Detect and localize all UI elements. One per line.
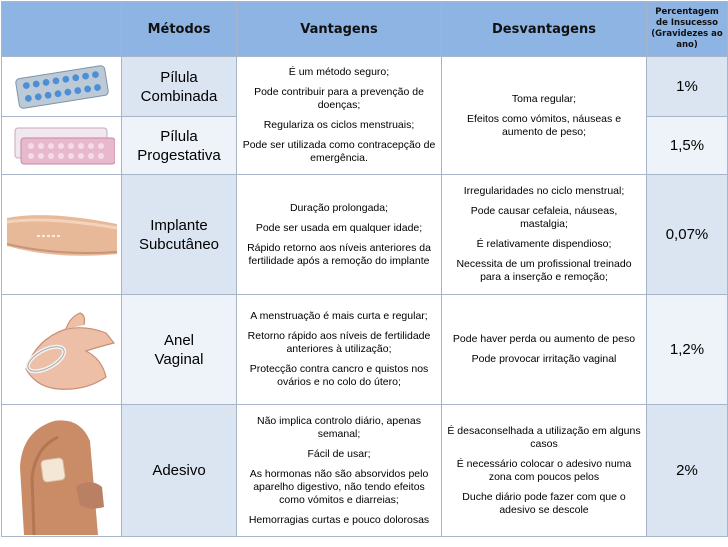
advantage-item: Pode contribuir para a prevenção de doenças;: [254, 86, 424, 111]
advantage-item: Pode ser usada em qualquer idade;: [255, 221, 423, 234]
disadvantage-item: Pode causar cefaleia, náuseas, mastalgia;: [470, 205, 618, 230]
advantages-cell-pilulas: [237, 57, 442, 175]
arm-implant-icon: [7, 180, 117, 290]
advantage-item: Protecção contra cancro e quistos nos ovários e no colo do útero;: [249, 363, 429, 388]
disadvantages-cell: [442, 295, 647, 405]
disadvantage-item: Duche diário pode fazer com que o adesivo se descole: [462, 490, 626, 516]
header-row: [2, 2, 728, 57]
disadvantage-item: É desaconselhada a utilização em alguns casos: [447, 424, 641, 450]
disadvantage-item: Pode provocar irritação vaginal: [471, 353, 617, 365]
method-name-line: Anel: [163, 331, 195, 349]
disadvantages-cell-pilulas: [442, 57, 647, 175]
hand-ring-icon: [6, 299, 118, 401]
advantage-item: Rápido retorno aos níveis anteriores da fertilidade após a remoção do implante: [247, 241, 431, 267]
disadvantages-cell: [442, 175, 647, 295]
advantage-item: Não implica controlo diário, apenas semanal;: [256, 414, 421, 440]
header-vantagens: Vantagens: [237, 2, 442, 57]
advantages-cell: [237, 295, 442, 405]
method-name-line: Progestativa: [137, 146, 221, 164]
method-name-line: Pílula: [160, 68, 198, 86]
header-desvantagens: Desvantagens: [442, 2, 647, 57]
image-cell: [2, 295, 122, 405]
table-row-adesivo: [2, 405, 728, 537]
image-cell: [2, 57, 122, 117]
method-name-cell: [122, 175, 237, 295]
disadvantages-cell: [442, 405, 647, 537]
failure-rate-cell: 2%: [647, 405, 728, 537]
method-name-cell: [122, 295, 237, 405]
failure-rate-cell: 1%: [647, 57, 728, 117]
method-name-line: Adesivo: [152, 462, 206, 479]
failure-rate-cell: 0,07%: [647, 175, 728, 295]
advantage-item: Hemorragias curtas e pouco dolorosas: [248, 513, 430, 526]
advantage-item: É um método seguro;: [288, 66, 390, 78]
disadvantage-item: Irregularidades no ciclo menstrual;: [463, 185, 625, 197]
advantage-item: Pode ser utilizada como contracepção de emergência.: [242, 139, 436, 164]
disadvantage-item: Efeitos como vómitos, náuseas e aumento de peso;: [466, 112, 622, 138]
header-image-cell: [2, 2, 122, 57]
contraceptive-methods-table: [1, 1, 728, 537]
advantage-item: Retorno rápido aos níveis de fertilidade anteriores à utilização;: [247, 330, 431, 355]
blister-pack-icon: [9, 60, 115, 114]
advantage-item: Duração prolongada;: [289, 201, 389, 214]
blister-pack-pink-icon: [9, 120, 115, 172]
method-name-line: Combinada: [140, 87, 218, 105]
method-name-line: Implante: [150, 216, 208, 234]
image-cell: [2, 405, 122, 537]
advantage-item: As hormonas não são absorvidos pelo aparelho digestivo, não tendo efeitos como vómitos e diarreias;: [249, 467, 429, 506]
disadvantage-item: Pode haver perda ou aumento de peso: [452, 333, 636, 345]
header-percentagem: Percentagem de Insucesso (Gravidezes ao ano): [647, 2, 728, 57]
method-name-cell: [122, 405, 237, 537]
table-row-anel-vaginal: [2, 295, 728, 405]
advantage-item: Regulariza os ciclos menstruais;: [263, 119, 415, 131]
method-name-line: Subcutâneo: [138, 235, 220, 253]
method-name-line: Vaginal: [154, 350, 204, 368]
method-name-cell: [122, 57, 237, 117]
shoulder-patch-icon: [6, 407, 118, 535]
disadvantage-item: É relativamente dispendioso;: [476, 238, 612, 250]
disadvantage-item: É necessário colocar o adesivo numa zona com poucos pelos: [456, 457, 632, 483]
method-name-cell: [122, 117, 237, 175]
method-name-line: Pílula: [160, 127, 198, 145]
disadvantage-item: Necessita de um profissional treinado para a inserção e remoção;: [456, 258, 632, 283]
table-row-implante: [2, 175, 728, 295]
failure-rate-cell: 1,2%: [647, 295, 728, 405]
advantages-cell: [237, 175, 442, 295]
disadvantage-item: Toma regular;: [511, 92, 577, 105]
failure-rate-cell: 1,5%: [647, 117, 728, 175]
header-metodos: Métodos: [122, 2, 237, 57]
image-cell: [2, 117, 122, 175]
advantages-cell: [237, 405, 442, 537]
advantage-item: A menstruação é mais curta e regular;: [250, 310, 428, 322]
advantage-item: Fácil de usar;: [307, 447, 371, 460]
image-cell: [2, 175, 122, 295]
table-row-pilula-combinada: [2, 57, 728, 117]
